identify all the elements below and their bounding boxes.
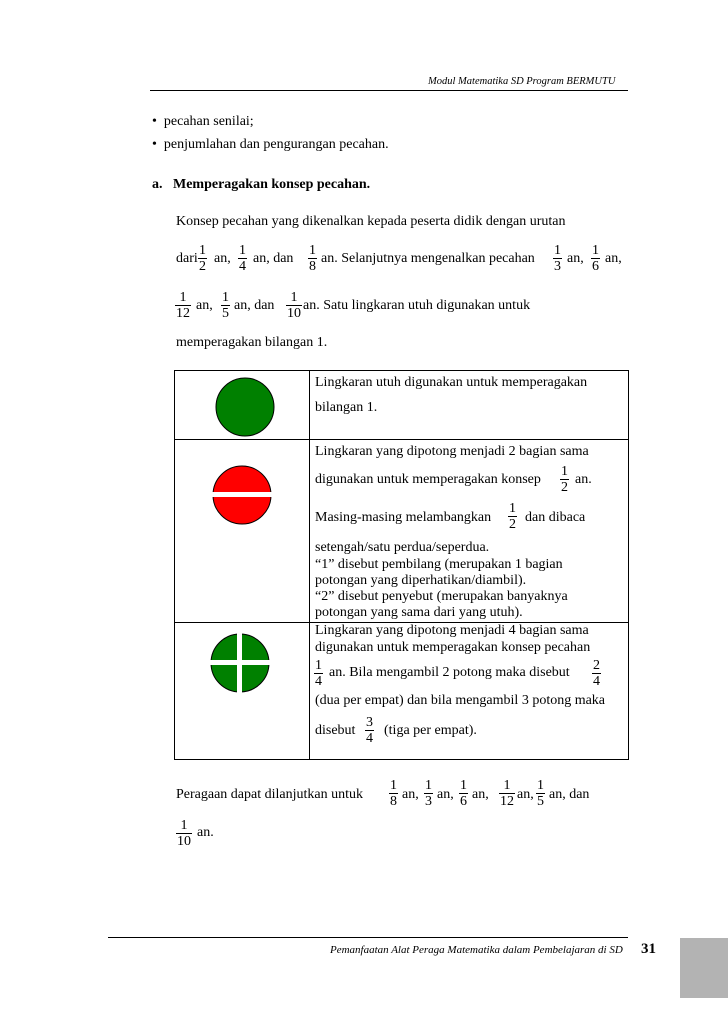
denominator: 5 bbox=[222, 306, 229, 321]
numerator: 1 bbox=[390, 778, 397, 793]
row2-line-8: potongan yang sama dari yang utuh). bbox=[315, 605, 523, 620]
row2-line-6: potongan yang diperhatikan/diambil). bbox=[315, 573, 527, 588]
bullet-item bbox=[152, 137, 389, 153]
denominator: 4 bbox=[315, 674, 322, 689]
denominator: 6 bbox=[460, 794, 467, 809]
fraction-3-4 bbox=[365, 715, 374, 746]
text-an-end: an. bbox=[197, 825, 214, 840]
row3-line-3: an. Bila mengambil 2 potong maka disebut bbox=[329, 665, 570, 680]
fraction-1-6 bbox=[591, 243, 600, 274]
running-header: Modul Matematika SD Program BERMUTU bbox=[428, 76, 616, 87]
numerator: 1 bbox=[460, 778, 467, 793]
table-column-divider bbox=[309, 370, 310, 760]
page-tab-block bbox=[680, 938, 728, 998]
row2-line-5: “1” disebut pembilang (merupakan 1 bagian bbox=[315, 557, 563, 572]
text-an: an, bbox=[214, 251, 231, 266]
numerator: 1 bbox=[290, 290, 298, 305]
bullet-dot: • bbox=[152, 114, 157, 129]
header-rule bbox=[150, 90, 628, 91]
text-dan-dibaca: dan dibaca bbox=[525, 510, 586, 525]
text-an: an, bbox=[437, 787, 454, 802]
fraction-1-4 bbox=[314, 658, 323, 689]
row1-line-2: bilangan 1. bbox=[315, 400, 378, 415]
numerator: 1 bbox=[592, 243, 599, 258]
fraction-1-4 bbox=[238, 243, 247, 274]
fraction-1-6 bbox=[459, 778, 468, 809]
denominator: 2 bbox=[199, 259, 206, 274]
whole-circle-icon bbox=[214, 376, 276, 438]
numerator: 1 bbox=[309, 243, 316, 258]
denominator: 6 bbox=[592, 259, 599, 274]
section-heading bbox=[152, 177, 370, 193]
text-an: an, bbox=[196, 298, 213, 313]
row3-line-2: digunakan untuk memperagakan konsep pecahan bbox=[315, 640, 591, 655]
text-an: an, bbox=[402, 787, 419, 802]
numerator: 2 bbox=[593, 658, 600, 673]
denominator: 4 bbox=[366, 731, 373, 746]
text-an-dan: an, dan bbox=[549, 787, 590, 802]
numerator: 1 bbox=[503, 778, 511, 793]
section-label: a. bbox=[152, 177, 163, 192]
numerator: 1 bbox=[315, 658, 322, 673]
fraction-1-8 bbox=[308, 243, 317, 274]
denominator: 10 bbox=[287, 306, 301, 321]
denominator: 8 bbox=[309, 259, 316, 274]
fraction-1-3 bbox=[553, 243, 562, 274]
numerator: 1 bbox=[561, 464, 568, 479]
denominator: 10 bbox=[177, 834, 191, 849]
row3-line-4: (dua per empat) dan bila mengambil 3 potong maka bbox=[315, 693, 606, 708]
table-row-divider bbox=[174, 439, 629, 440]
fraction-1-12 bbox=[175, 290, 191, 321]
bullet-item bbox=[152, 114, 254, 130]
row2-line-7: “2” disebut penyebut (merupakan banyaknya bbox=[315, 589, 568, 604]
row2-line-1: Lingkaran yang dipotong menjadi 2 bagian sama bbox=[315, 444, 589, 459]
intro-line-4: memperagakan bilangan 1. bbox=[176, 335, 328, 350]
bullet-dot: • bbox=[152, 137, 157, 152]
row3-line-5: disebut bbox=[315, 723, 356, 738]
fraction-1-3 bbox=[424, 778, 433, 809]
row1-line-1: Lingkaran utuh digunakan untuk memperagakan bbox=[315, 375, 588, 390]
denominator: 5 bbox=[537, 794, 544, 809]
denominator: 4 bbox=[239, 259, 246, 274]
bullet-text: pecahan senilai; bbox=[163, 114, 254, 129]
numerator: 1 bbox=[199, 243, 206, 258]
text-an-dan: an, dan bbox=[234, 298, 275, 313]
intro-line-1: Konsep pecahan yang dikenalkan kepada peserta didik dengan urutan bbox=[176, 214, 566, 229]
text-an: an, bbox=[567, 251, 584, 266]
numerator: 1 bbox=[180, 818, 188, 833]
word-dari: dari bbox=[176, 251, 198, 266]
text-an: an, bbox=[605, 251, 622, 266]
fraction-1-10 bbox=[176, 818, 192, 849]
text-an: an, bbox=[472, 787, 489, 802]
denominator: 3 bbox=[425, 794, 432, 809]
footer-title: Pemanfaatan Alat Peraga Matematika dalam Pembelajaran di SD bbox=[330, 944, 623, 956]
fraction-1-5 bbox=[536, 778, 545, 809]
numerator: 1 bbox=[509, 501, 516, 516]
footer-rule bbox=[108, 937, 628, 938]
quarter-circle-icon bbox=[207, 630, 273, 696]
text-satu-lingkaran: an. Satu lingkaran utuh digunakan untuk bbox=[303, 298, 531, 313]
text-tiga-per-empat: (tiga per empat). bbox=[384, 723, 477, 738]
denominator: 3 bbox=[554, 259, 561, 274]
text-selanjutnya: an. Selanjutnya mengenalkan pecahan bbox=[321, 251, 535, 266]
row3-line-1: Lingkaran yang dipotong menjadi 4 bagian sama bbox=[315, 623, 589, 638]
half-circle-icon bbox=[210, 464, 274, 526]
fraction-1-2 bbox=[560, 464, 569, 495]
text-an: an. bbox=[575, 472, 592, 487]
fraction-1-5 bbox=[221, 290, 230, 321]
text-an: an, bbox=[517, 787, 534, 802]
fraction-1-2 bbox=[198, 243, 207, 274]
denominator: 12 bbox=[176, 306, 190, 321]
denominator: 2 bbox=[561, 480, 568, 495]
denominator: 4 bbox=[593, 674, 600, 689]
numerator: 3 bbox=[366, 715, 373, 730]
page-number: 31 bbox=[641, 941, 656, 957]
fraction-1-12 bbox=[499, 778, 515, 809]
fraction-1-10 bbox=[286, 290, 302, 321]
fraction-2-4 bbox=[592, 658, 601, 689]
numerator: 1 bbox=[179, 290, 187, 305]
numerator: 1 bbox=[425, 778, 432, 793]
text-an-dan: an, dan bbox=[253, 251, 294, 266]
row2-line-3: Masing-masing melambangkan bbox=[315, 510, 492, 525]
numerator: 1 bbox=[222, 290, 229, 305]
denominator: 8 bbox=[390, 794, 397, 809]
numerator: 1 bbox=[537, 778, 544, 793]
row2-line-4: setengah/satu perdua/seperdua. bbox=[315, 540, 490, 555]
denominator: 2 bbox=[509, 517, 516, 532]
bullet-text: penjumlahan dan pengurangan pecahan. bbox=[163, 137, 389, 152]
section-title: Memperagakan konsep pecahan. bbox=[173, 177, 371, 192]
fraction-1-2 bbox=[508, 501, 517, 532]
numerator: 1 bbox=[554, 243, 561, 258]
fraction-1-8 bbox=[389, 778, 398, 809]
numerator: 1 bbox=[239, 243, 246, 258]
denominator: 12 bbox=[500, 794, 514, 809]
continued-text: Peragaan dapat dilanjutkan untuk bbox=[176, 787, 363, 802]
row2-line-2: digunakan untuk memperagakan konsep bbox=[315, 472, 541, 487]
